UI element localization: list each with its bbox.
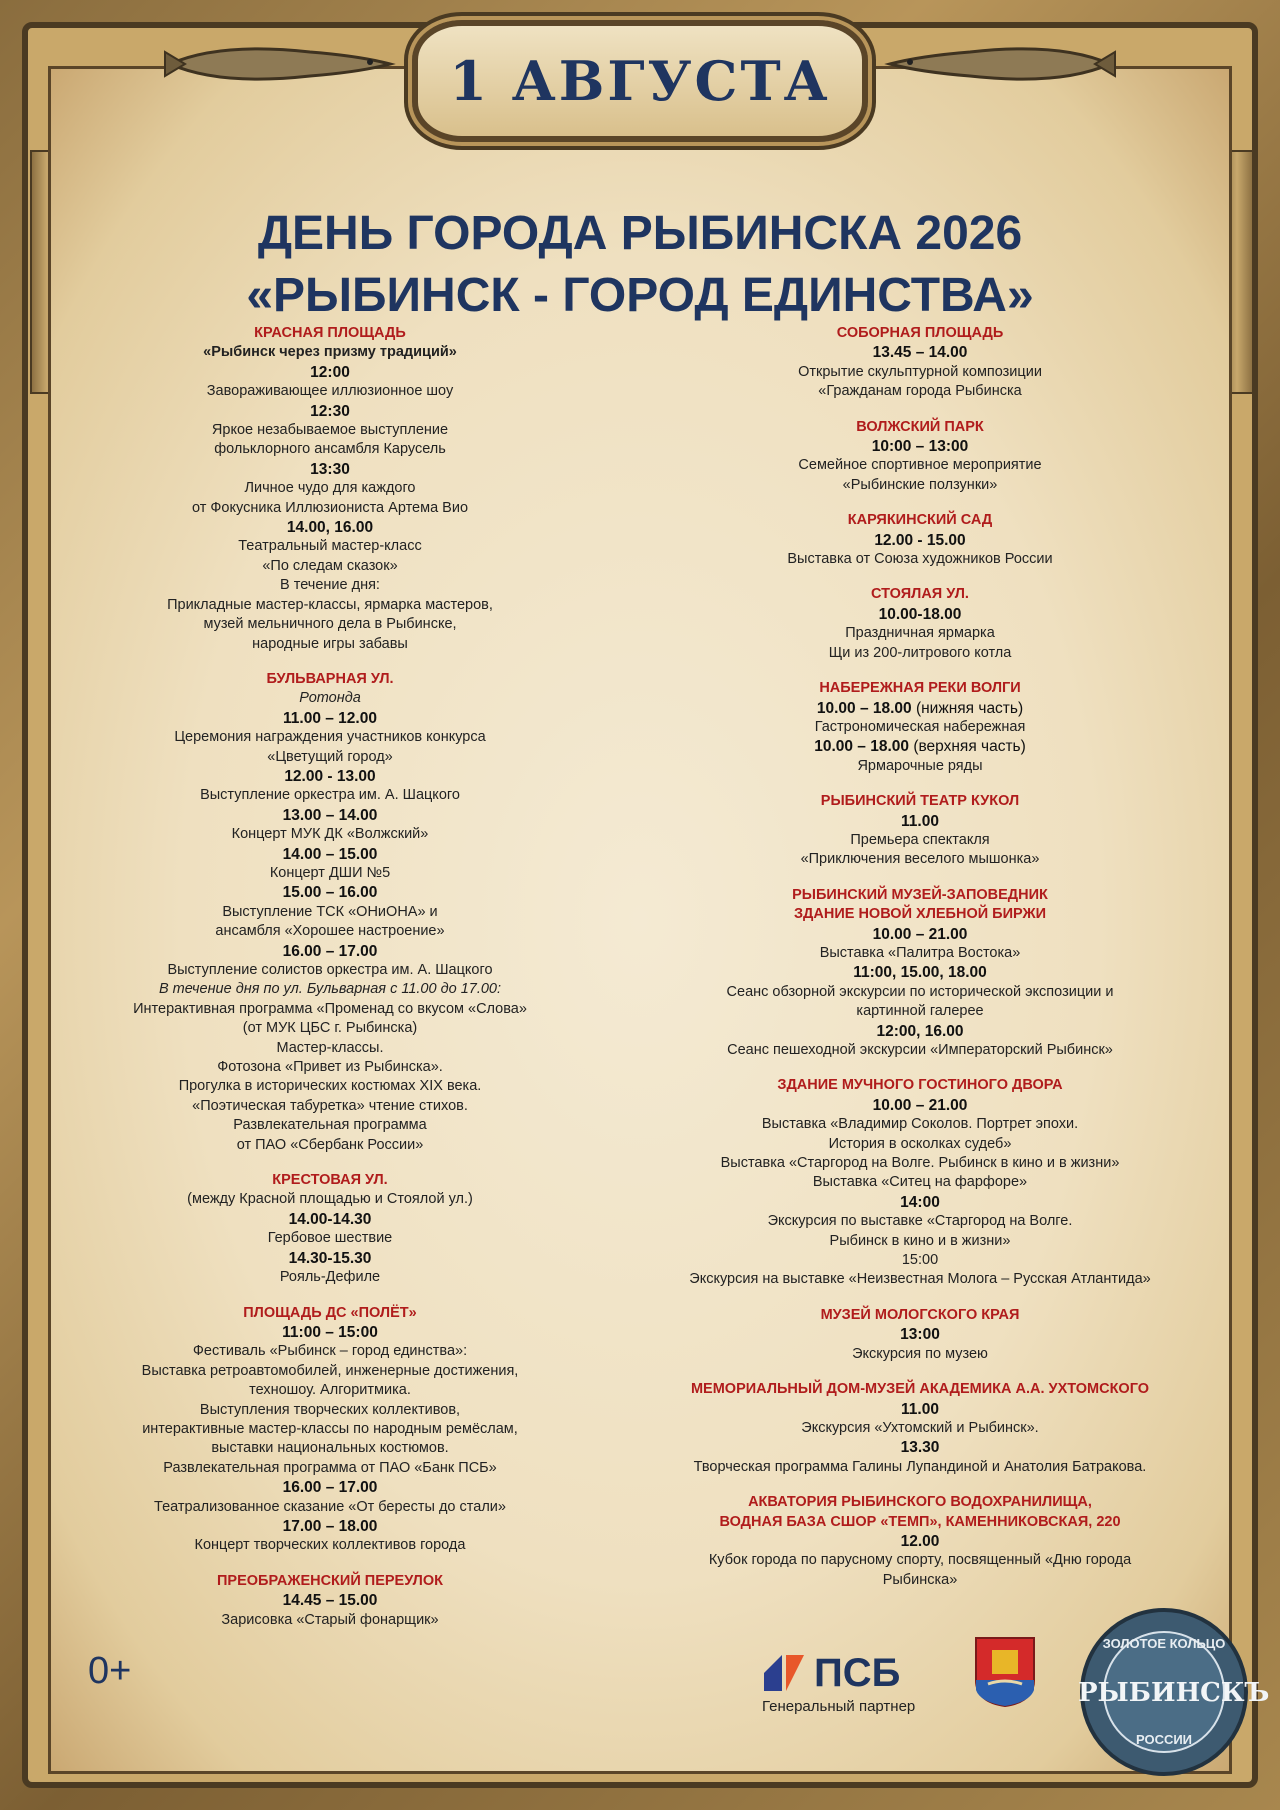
event-desc: Выставка «Ситец на фарфоре»: [812, 1174, 1028, 1191]
event-desc: от ПАО «Сбербанк России»: [236, 1136, 424, 1153]
sturgeon-right-icon: [880, 34, 1120, 94]
event-time: 11.00: [901, 812, 939, 830]
event-desc: фольклорного ансамбля Карусель: [214, 441, 446, 458]
venue-heading: БУЛЬВАРНАЯ УЛ.: [266, 670, 394, 687]
venue-heading: КРАСНАЯ ПЛОЩАДЬ: [254, 325, 406, 341]
venue-muchnoy-dvor: [640, 1076, 1200, 1289]
event-time: 16.00 – 17.00: [282, 942, 378, 960]
venue-subtitle: «Рыбинск через призму традиций»: [203, 344, 457, 361]
venue-heading: ЗДАНИЕ МУЧНОГО ГОСТИНОГО ДВОРА: [777, 1077, 1063, 1094]
event-desc: В течение дня:: [280, 577, 380, 594]
event-desc: Личное чудо для каждого: [244, 480, 416, 497]
event-desc: Фотозона «Привет из Рыбинска».: [217, 1059, 443, 1076]
event-time: 11.00: [901, 1400, 939, 1418]
event-time: 14:00: [900, 1193, 940, 1211]
event-desc: Кубок города по парусному спорту, посвященный «Дню города: [708, 1552, 1132, 1569]
event-desc: Гербовое шествие: [267, 1230, 393, 1247]
venue-heading: СОБОРНАЯ ПЛОЩАДЬ: [836, 325, 1004, 341]
medal-bottom-text: РОССИИ: [1135, 1732, 1193, 1747]
venue-heading: МЕМОРИАЛЬНЫЙ ДОМ-МУЗЕЙ АКАДЕМИКА А.А. УХТОМСКОГО: [690, 1381, 1150, 1398]
event-desc: «Рыбинские ползунки»: [842, 476, 998, 493]
event-desc: Рояль-Дефиле: [279, 1269, 381, 1286]
event-time: 10.00-18.00: [878, 605, 962, 623]
event-desc: Зарисовка «Старый фонарщик»: [221, 1611, 439, 1628]
venue-polet: [90, 1304, 570, 1556]
event-time: 13.00 – 14.00: [282, 806, 378, 824]
event-time: 15.00 – 16.00: [282, 884, 378, 902]
event-time: 14.00 – 15.00: [282, 845, 378, 863]
event-desc: Щи из 200-литрового котла: [828, 644, 1012, 661]
venue-heading: СТОЯЛАЯ УЛ.: [871, 586, 969, 603]
event-desc: Экскурсия по музею: [852, 1345, 988, 1362]
event-time: 12.00 - 13.00: [284, 767, 376, 785]
venue-heading: АКВАТОРИЯ РЫБИНСКОГО ВОДОХРАНИЛИЩА,: [748, 1494, 1092, 1511]
event-desc: Концерт МУК ДК «Волжский»: [231, 826, 429, 843]
event-desc: Выступление оркестра им. А. Шацкого: [200, 787, 460, 804]
event-time: 16.00 – 17.00: [282, 1479, 378, 1497]
event-time-line: [640, 737, 1200, 756]
venue-heading: РЫБИНСКИЙ МУЗЕЙ-ЗАПОВЕДНИК: [792, 886, 1048, 903]
venue-bulvarnaya: [90, 670, 570, 1155]
sturgeon-left-icon: [160, 34, 400, 94]
event-desc: техношоу. Алгоритмика.: [249, 1382, 411, 1399]
psb-wordmark: ПСБ: [814, 1650, 901, 1695]
event-time: 14.00, 16.00: [286, 519, 374, 537]
event-time: 13:30: [310, 460, 350, 478]
event-desc: (от МУК ЦБС г. Рыбинска): [242, 1020, 418, 1037]
venue-heading: КАРЯКИНСКИЙ САД: [847, 512, 993, 529]
event-desc: «Приключения веселого мышонка»: [800, 851, 1040, 868]
golden-ring-medal: [1078, 1606, 1270, 1778]
venue-heading: КРЕСТОВАЯ УЛ.: [272, 1172, 388, 1189]
date-banner-text: 1 АВГУСТА: [449, 49, 831, 113]
event-desc: от Фокусника Иллюзиониста Артема Вио: [191, 499, 469, 516]
event-desc: Театральный мастер-класс: [238, 538, 422, 555]
coat-of-arms-icon: [974, 1636, 1036, 1708]
page-title-line2: «РЫБИНСК - ГОРОД ЕДИНСТВА»: [246, 269, 1034, 322]
venue-mologa: [640, 1306, 1200, 1364]
event-desc: Выставка «Старгород на Волге. Рыбинск в кино и в жизни»: [720, 1155, 1120, 1172]
event-desc: Открытие скульптурной композиции: [798, 363, 1042, 380]
medal-top-text: ЗОЛОТОЕ КОЛЬЦО: [1102, 1636, 1226, 1651]
event-time: 10.00 – 21.00: [872, 1096, 968, 1114]
venue-krestovaya: [90, 1171, 570, 1287]
event-time: 10.00 – 18.00: [814, 738, 910, 756]
event-desc: Экскурсия на выставке «Неизвестная Молога – Русская Атлантида»: [689, 1271, 1151, 1288]
event-desc: Церемония награждения участников конкурса: [174, 729, 486, 746]
venue-akvatoriya: [640, 1493, 1200, 1590]
event-time: 14.30-15.30: [288, 1249, 372, 1267]
medal-city-text: РЫБИНСКЪ: [1078, 1678, 1270, 1708]
event-desc: Выступления творческих коллективов,: [199, 1401, 461, 1418]
venue-place: Ротонда: [299, 690, 361, 707]
event-desc: Семейное спортивное мероприятие: [798, 457, 1042, 474]
event-desc: Сеанс пешеходной экскурсии «Императорский Рыбинск»: [727, 1042, 1113, 1058]
event-desc: «По следам сказок»: [262, 557, 398, 574]
venue-subtitle: (между Красной площадью и Стоялой ул.): [187, 1191, 473, 1208]
event-desc: Яркое незабываемое выступление: [211, 422, 449, 439]
schedule-right-column: [640, 324, 1200, 1606]
event-time: 10:00 – 13:00: [871, 438, 969, 456]
venue-heading: МУЗЕЙ МОЛОГСКОГО КРАЯ: [820, 1306, 1020, 1323]
event-time: 13:00: [900, 1326, 940, 1344]
venue-teatr-kukol: [640, 792, 1200, 870]
event-time: 14.00-14.30: [288, 1210, 372, 1228]
event-desc: Интерактивная программа «Променад со вкусом «Слова»: [133, 1000, 527, 1017]
psb-mark-icon: [762, 1653, 806, 1693]
event-desc: Развлекательная программа от ПАО «Банк ПСБ»: [163, 1459, 497, 1476]
event-note: (верхняя часть): [909, 738, 1026, 756]
event-desc: «Поэтическая табуретка» чтение стихов.: [192, 1097, 468, 1114]
date-banner: [412, 20, 868, 142]
venue-krasnaya: [90, 324, 570, 654]
schedule-left-column: [90, 324, 570, 1646]
event-time: 12:00: [310, 363, 350, 381]
venue-heading: ВОДНАЯ БАЗА СШОР «ТЕМП», КАМЕННИКОВСКАЯ, 220: [719, 1513, 1121, 1530]
event-desc: народные игры забавы: [252, 635, 408, 652]
event-desc: Выступление ТСК «ОНиОНА» и: [222, 903, 438, 920]
event-time: 14.45 – 15.00: [282, 1592, 378, 1610]
venue-heading: ВОЛЖСКИЙ ПАРК: [856, 418, 984, 435]
event-time: 11:00 – 15:00: [282, 1323, 378, 1341]
event-desc: музей мельничного дела в Рыбинске,: [203, 616, 457, 633]
event-desc: Рыбинск в кино и в жизни»: [829, 1232, 1011, 1249]
partner-caption: Генеральный партнер: [762, 1698, 916, 1715]
venue-karyakinsky: [640, 511, 1200, 569]
event-time: 12.00: [900, 1532, 940, 1550]
venue-heading: РЫБИНСКИЙ ТЕАТР КУКОЛ: [820, 793, 1020, 810]
venue-stoyalaya: [640, 585, 1200, 663]
event-desc: Концерт творческих коллективов города: [194, 1537, 466, 1554]
psb-logo: [762, 1648, 932, 1698]
event-desc: Рыбинска»: [882, 1571, 958, 1588]
venue-heading: ЗДАНИЕ НОВОЙ ХЛЕБНОЙ БИРЖИ: [793, 906, 1047, 923]
event-desc: картинной галерее: [856, 1003, 984, 1020]
event-time: 12:30: [310, 402, 350, 420]
event-time-line: [640, 699, 1200, 718]
page-title-line1: ДЕНЬ ГОРОДА РЫБИНСКА 2026: [257, 207, 1023, 260]
event-desc: Прогулка в исторических костюмах XIX века.: [178, 1078, 482, 1095]
event-desc: Прикладные мастер-классы, ярмарка мастеров,: [167, 596, 493, 613]
event-time: 10.00 – 21.00: [872, 925, 968, 943]
event-desc: ансамбля «Хорошее настроение»: [215, 923, 445, 940]
event-desc: Праздничная ярмарка: [845, 625, 995, 642]
event-desc: Гастрономическая набережная: [814, 718, 1026, 735]
event-desc: Выставка «Палитра Востока»: [819, 944, 1021, 961]
event-desc: Экскурсия по выставке «Старгород на Волге.: [767, 1213, 1073, 1230]
event-desc: Развлекательная программа: [233, 1117, 427, 1134]
venue-heading: ПЛОЩАДЬ ДС «ПОЛЁТ»: [243, 1304, 417, 1321]
event-desc: интерактивные мастер-классы по народным ремёслам,: [142, 1420, 518, 1437]
event-time: 15:00: [901, 1252, 939, 1269]
event-desc: Премьера спектакля: [850, 831, 990, 848]
event-time: 11.00 – 12.00: [283, 709, 377, 727]
event-desc: «Гражданам города Рыбинска: [818, 383, 1022, 400]
venue-muzey-zapovednik: [640, 886, 1200, 1061]
event-time: 12.00 - 15.00: [874, 531, 966, 549]
event-desc: Выставка ретроавтомобилей, инженерные достижения,: [141, 1362, 519, 1379]
event-desc: «Цветущий город»: [267, 748, 393, 765]
event-time: 12:00, 16.00: [876, 1022, 964, 1040]
event-desc: Театрализованное сказание «От бересты до стали»: [154, 1498, 506, 1515]
event-time: 10.00 – 18.00: [816, 699, 912, 717]
event-time: 11:00, 15.00, 18.00: [853, 964, 987, 982]
event-desc: Ярмарочные ряды: [857, 757, 983, 774]
event-desc: История в осколках судеб»: [828, 1135, 1012, 1152]
venue-heading: НАБЕРЕЖНАЯ РЕКИ ВОЛГИ: [819, 680, 1021, 697]
venue-naberezhnaya: [640, 679, 1200, 776]
event-desc: Выступление солистов оркестра им. А. Шацкого: [167, 962, 493, 978]
venue-ukhtomsky: [640, 1380, 1200, 1477]
event-desc: Сеанс обзорной экскурсии по исторической экспозиции и: [726, 983, 1114, 1000]
venue-sobornaya: [640, 324, 1200, 402]
event-note: (нижняя часть): [911, 699, 1024, 717]
event-desc: Концерт ДШИ №5: [269, 864, 391, 881]
event-desc: Творческая программа Галины Лупандиной и Анатолия Батракова.: [693, 1458, 1147, 1475]
event-time: 13.45 – 14.00: [872, 344, 968, 362]
event-desc: Выставка от Союза художников России: [787, 551, 1053, 568]
event-desc: В течение дня по ул. Бульварная с 11.00 до 17.00:: [158, 981, 502, 998]
venue-volzhsky: [640, 418, 1200, 496]
event-time: 17.00 – 18.00: [282, 1517, 378, 1535]
event-desc: Экскурсия «Ухтомский и Рыбинск».: [801, 1419, 1039, 1436]
event-desc: Мастер-классы.: [276, 1039, 384, 1056]
event-desc: выставки национальных костюмов.: [211, 1440, 449, 1457]
event-time: 13.30: [900, 1439, 940, 1457]
venue-preobrazhensky: [90, 1572, 570, 1630]
event-desc: Завораживающее иллюзионное шоу: [206, 383, 454, 400]
event-desc: Выставка «Владимир Соколов. Портрет эпохи.: [761, 1116, 1079, 1133]
venue-heading: ПРЕОБРАЖЕНСКИЙ ПЕРЕУЛОК: [217, 1572, 443, 1589]
age-rating: 0+: [88, 1650, 132, 1692]
event-desc: Фестиваль «Рыбинск – город единства»:: [192, 1343, 468, 1360]
